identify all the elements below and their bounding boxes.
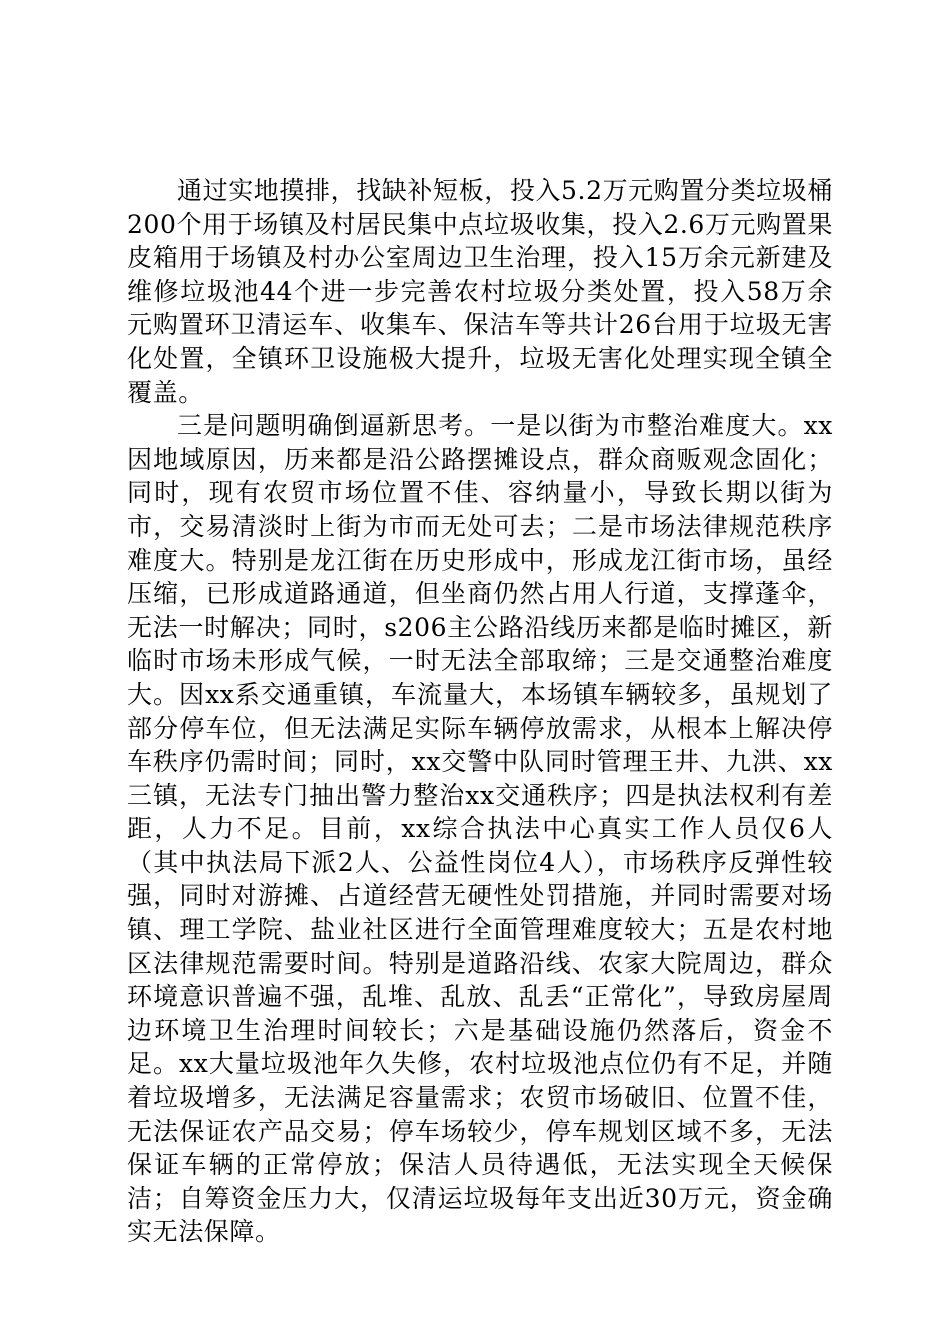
paragraph-sanitation-facilities: 通过实地摸排，找缺补短板，投入5.2万元购置分类垃圾桶200个用于场镇及村居民集中点垃圾收集，投入2.6万元购置果皮箱用于场镇及村办公室周边卫生治理，投入15万余元新建及维修垃圾池44个进一步完善农村垃圾分类处置，投入58万余元购置环卫清运车、收集车、保洁车等共计26台用于垃圾无害化处置，全镇环卫设施极大提升，垃圾无害化处理实现全镇全覆盖。 — [127, 176, 833, 407]
paragraph-problems-analysis: 三是问题明确倒逼新思考。一是以街为市整治难度大。xx因地域原因，历来都是沿公路摆摊设点，群众商贩观念固化；同时，现有农贸市场位置不佳、容纳量小，导致长期以街为市，交易清淡时上街为市而无处可去；二是市场法律规范秩序难度大。特别是龙江街在历史形成中，形成龙江街市场，虽经压缩，已形成道路通道，但坐商仍然占用人行道，支撑蓬伞，无法一时解决；同时，s206主公路沿线历来都是临时摊区，新临时市场未形成气候，一时无法全部取缔；三是交通整治难度大。因xx系交通重镇，车流量大，本场镇车辆较多，虽规划了部分停车位，但无法满足实际车辆停放需求，从根本上解决停车秩序仍需时间；同时，xx交警中队同时管理王井、九洪、xx三镇，无法专门抽出警力整治xx交通秩序；四是执法权利有差距，人力不足。目前，xx综合执法中心真实工作人员仅6人（其中执法局下派2人、公益性岗位4人），市场秩序反弹性较强，同时对游摊、占道经营无硬性处罚措施，并同时需要对场镇、理工学院、盐业社区进行全面管理难度较大；五是农村地区法律规范需要时间。特别是道路沿线、农家大院周边，群众环境意识普遍不强，乱堆、乱放、乱丢“正常化”，导致房屋周边环境卫生治理时间较长；六是基础设施仍然落后，资金不足。xx大量垃圾池年久失修，农村垃圾池点位仍有不足，并随着垃圾增多，无法满足容量需求；农贸市场破旧、位置不佳，无法保证农产品交易；停车场较少，停车规划区域不多，无法保证车辆的正常停放；保洁人员待遇低，无法实现全天候保洁；自筹资金压力大，仅清运垃圾每年支出近30万元，资金确实无法保障。 — [127, 411, 833, 1247]
document-body — [127, 174, 833, 1249]
